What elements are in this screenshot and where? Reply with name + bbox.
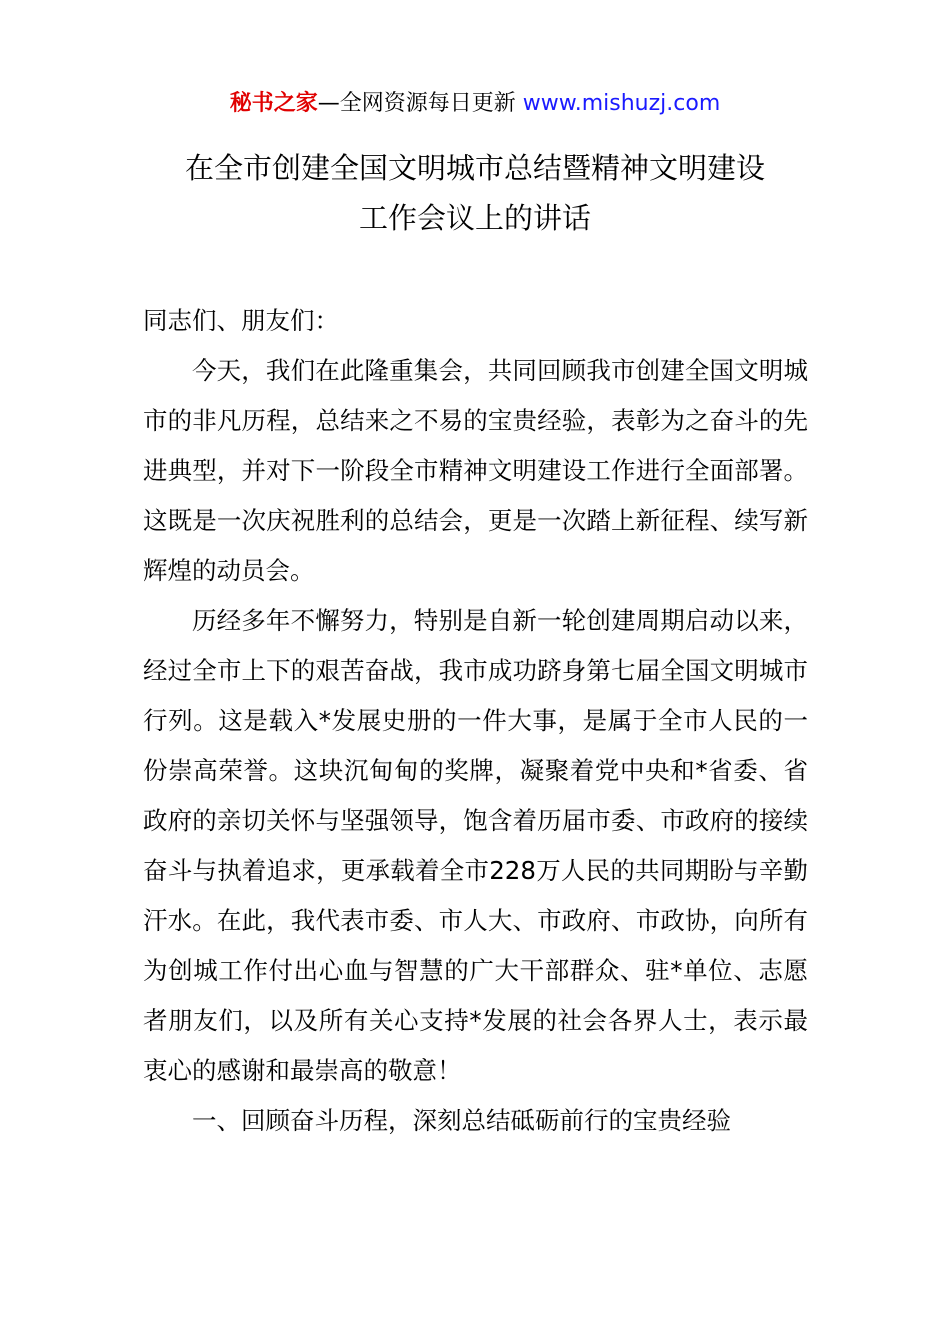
title-line-1: 在全市创建全国文明城市总结暨精神文明建设 [184,151,765,185]
site-header [0,88,950,120]
site-url[interactable]: www.mishuzj.com [522,91,721,116]
brand-name: 秘书之家 [229,91,318,116]
section-heading-1: 一、回顾奋斗历程，深刻总结砥砺前行的宝贵经验 [192,1106,731,1135]
document-title [120,143,830,243]
document-body [143,296,808,1146]
header-tagline: —全网资源每日更新 [317,91,516,116]
title-line-2: 工作会议上的讲话 [358,201,591,235]
paragraph-2: 历经多年不懈努力，特别是自新一轮创建周期启动以来，经过全市上下的艰苦奋战，我市成功跻身第七届全国文明城市行列。这是载入*发展史册的一件大事，是属于全市人民的一份崇高荣誉。这块沉甸甸的奖牌，凝聚着党中央和*省委、省政府的亲切关怀与坚强领导，饱含着历届市委、市政府的接续奋斗与执着追求，更承载着全市228万人民的共同期盼与辛勤汗水。在此，我代表市委、市人大、市政府、市政协，向所有为创城工作付出心血与智慧的广大干部群众、驻*单位、志愿者朋友们，以及所有关心支持*发展的社会各界人士，表示最衷心的感谢和最崇高的敬意！ [143,606,808,1085]
paragraph-1: 今天，我们在此隆重集会，共同回顾我市创建全国文明城市的非凡历程，总结来之不易的宝贵经验，表彰为之奋斗的先进典型，并对下一阶段全市精神文明建设工作进行全面部署。这既是一次庆祝胜利的总结会，更是一次踏上新征程、续写新辉煌的动员会。 [143,356,808,585]
salutation: 同志们、朋友们： [143,306,339,335]
